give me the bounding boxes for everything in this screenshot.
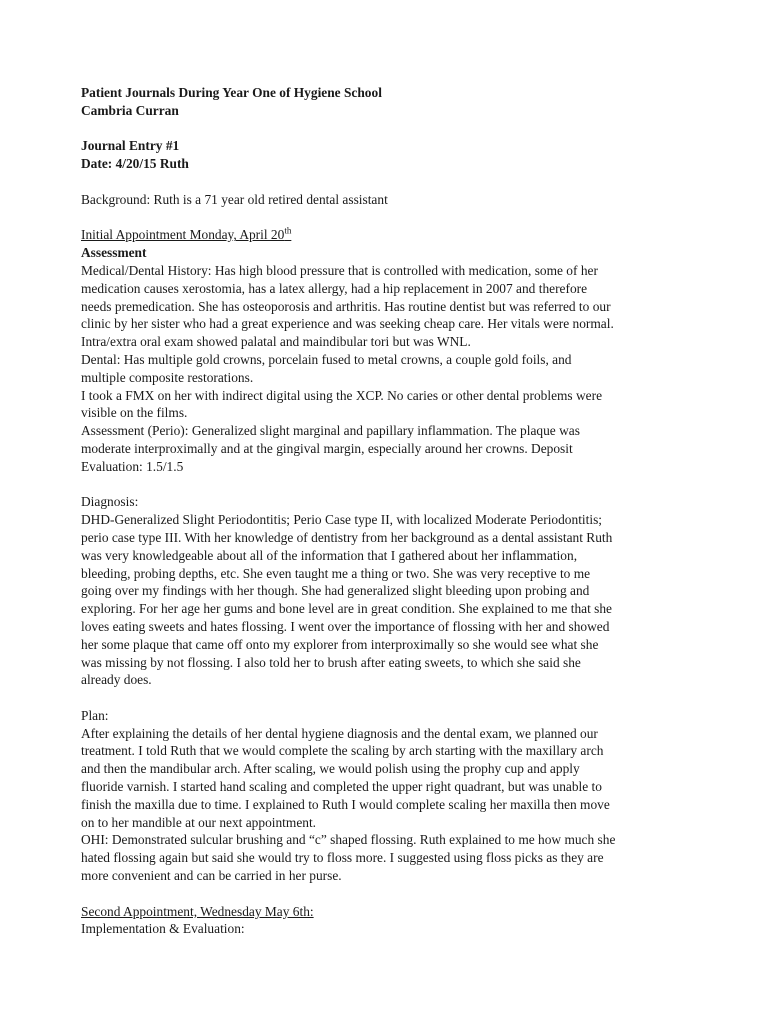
- diagnosis-line: was missing by not flossing. I also told her to brush after eating sweets, to which she said she: [81, 654, 581, 670]
- diagnosis-section: [81, 511, 689, 689]
- document-title: Patient Journals During Year One of Hygiene School: [81, 85, 382, 100]
- plan-line: and then the mandibular arch. After scaling, we would polish using the prophy cup and apply: [81, 761, 580, 777]
- assessment-line: visible on the films.: [81, 405, 188, 421]
- plan-line: treatment. I told Ruth that we would complete the scaling by arch starting with the maxillary arch: [81, 743, 604, 759]
- background-text: Background: Ruth is a 71 year old retired dental assistant: [81, 191, 388, 207]
- diagnosis-line: going over my findings with her though. She had generalized slight bleeding upon probing and: [81, 583, 590, 599]
- initial-appointment-heading: [81, 226, 689, 244]
- assessment-line: medication causes xerostomia, has a latex allergy, had a hip replacement in 2007 and therefore: [81, 280, 588, 296]
- plan-line: finish the maxilla due to time. I explained to Ruth I would complete scaling her maxilla then move: [81, 796, 610, 812]
- plan-line: After explaining the details of her dental hygiene diagnosis and the dental exam, we planned our: [81, 725, 598, 741]
- diagnosis-heading: Diagnosis:: [81, 494, 139, 510]
- diagnosis-line: her some plaque that came off onto my explorer from interproximally so she would see what she: [81, 636, 599, 652]
- diagnosis-line: exploring. For her age her gums and bone level are in great condition. She explained to me that she: [81, 601, 613, 617]
- assessment-line: clinic by her sister who had a great experience and was seeking cheap care. Her vitals were normal.: [81, 316, 614, 332]
- journal-entry-number: Journal Entry #1: [81, 138, 180, 154]
- assessment-heading: Assessment: [81, 245, 147, 261]
- journal-document: [81, 84, 689, 938]
- author-name: Cambria Curran: [81, 102, 179, 118]
- diagnosis-line: already does.: [81, 672, 152, 688]
- plan-line: OHI: Demonstrated sulcular brushing and “c” shaped flossing. Ruth explained to me how much she: [81, 832, 616, 848]
- entry-date: Date: 4/20/15 Ruth: [81, 156, 189, 172]
- diagnosis-line: bleeding, probing depths, etc. She even taught me a thing or two. She was very receptive to me: [81, 565, 591, 581]
- assessment-line: needs premedication. She has osteoporosis and arthritis. Has routine dentist but was referred to our: [81, 298, 611, 314]
- implementation-evaluation-heading: Implementation & Evaluation:: [81, 921, 245, 937]
- assessment-line: Intra/extra oral exam showed palatal and maindibular tori but was WNL.: [81, 334, 471, 350]
- plan-line: on to her mandible at our next appointment.: [81, 814, 317, 830]
- assessment-line: multiple composite restorations.: [81, 369, 254, 385]
- initial-appointment-ordinal: th: [284, 225, 292, 236]
- assessment-line: Dental: Has multiple gold crowns, porcelain fused to metal crowns, a couple gold foils, and: [81, 351, 572, 367]
- assessment-line: Assessment (Perio): Generalized slight marginal and papillary inflammation. The plaque was: [81, 423, 580, 439]
- diagnosis-line: DHD-Generalized Slight Periodontitis; Perio Case type II, with localized Moderate Periodontitis;: [81, 512, 603, 528]
- diagnosis-line: loves eating sweets and hates flossing. I went over the importance of flossing with her and showed: [81, 618, 610, 634]
- second-appointment-heading: Second Appointment, Wednesday May 6th:: [81, 903, 314, 919]
- assessment-line: moderate interproximally and at the gingival margin, especially around her crowns. Deposit: [81, 440, 573, 456]
- assessment-line: I took a FMX on her with indirect digital using the XCP. No caries or other dental problems were: [81, 387, 603, 403]
- plan-heading: Plan:: [81, 707, 109, 723]
- assessment-section: [81, 262, 689, 476]
- plan-line: hated flossing again but said she would try to floss more. I suggested using floss picks as they are: [81, 850, 604, 866]
- diagnosis-line: was very knowledgeable about all of the information that I gathered about her inflammation,: [81, 547, 578, 563]
- plan-line: more convenient and can be carried in her purse.: [81, 868, 342, 884]
- plan-section: [81, 725, 689, 885]
- assessment-line: Medical/Dental History: Has high blood pressure that is controlled with medication, some of her: [81, 262, 598, 278]
- initial-appointment-text: Initial Appointment Monday, April 20: [81, 227, 285, 243]
- assessment-line: Evaluation: 1.5/1.5: [81, 458, 184, 474]
- plan-line: fluoride varnish. I started hand scaling and completed the upper right quadrant, but was unable to: [81, 779, 602, 795]
- diagnosis-line: perio case type III. With her knowledge of dentistry from her background as a dental assistant Ruth: [81, 529, 613, 545]
